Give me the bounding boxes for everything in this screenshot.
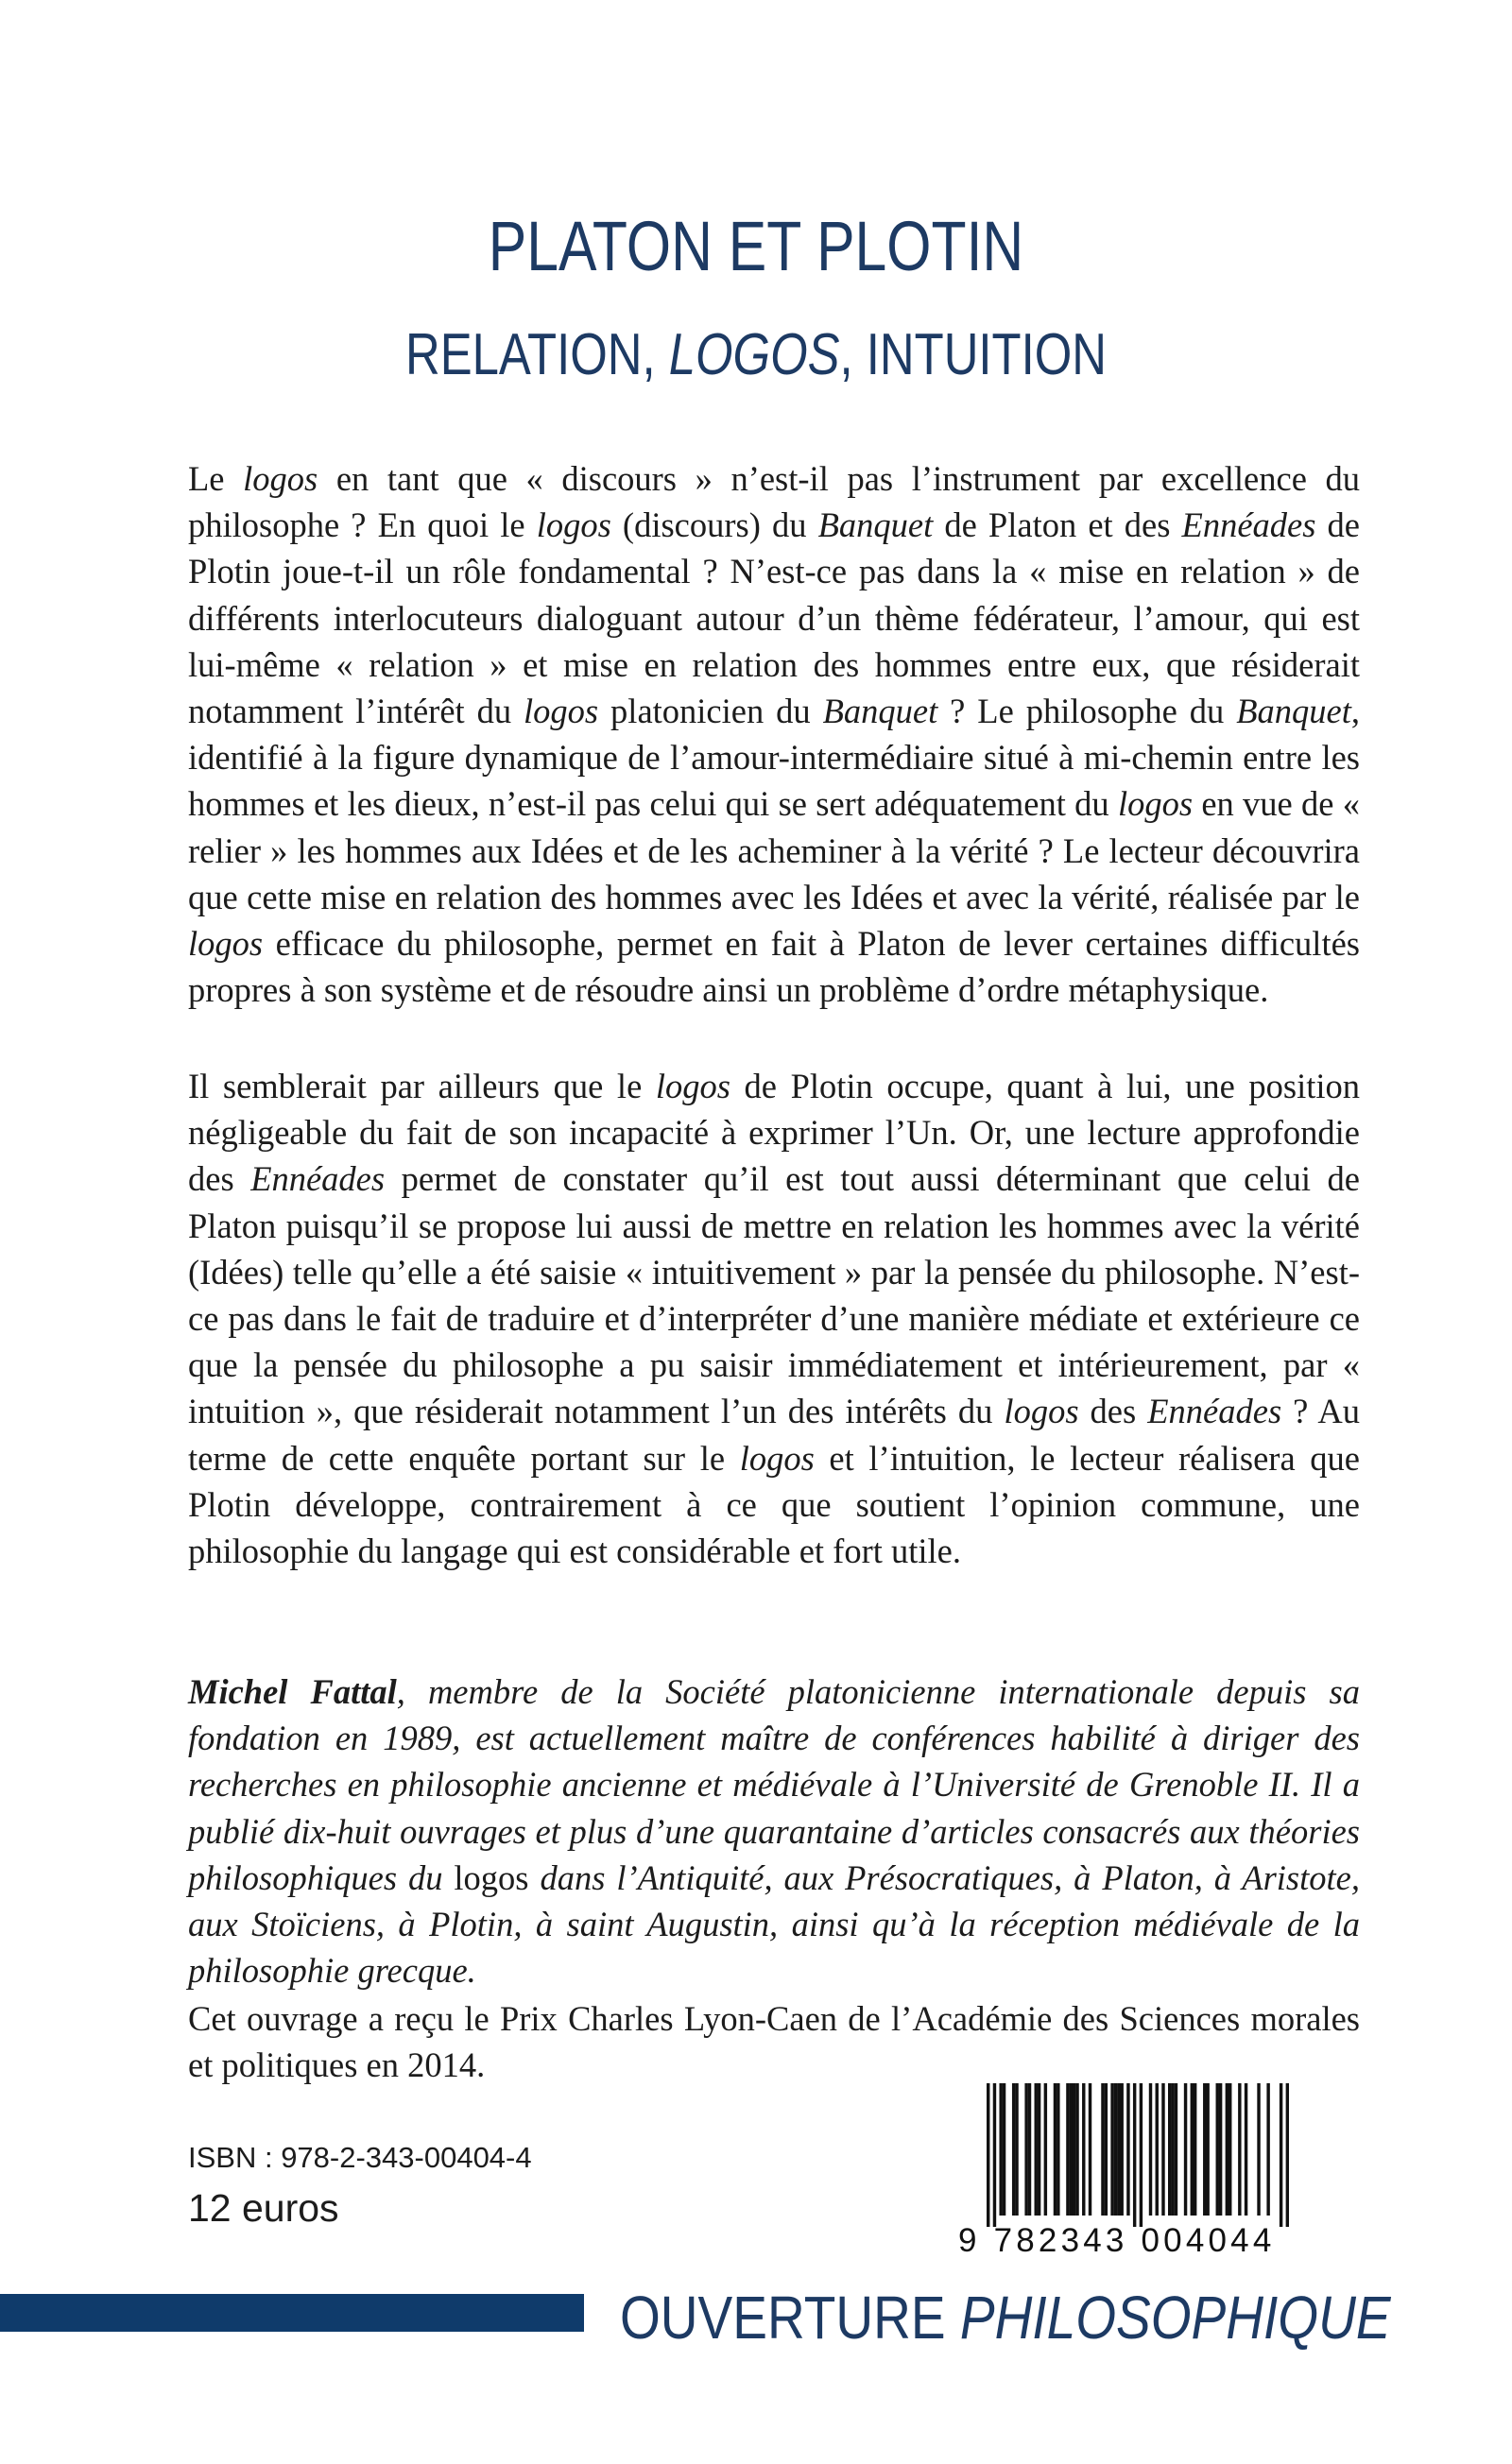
barcode-bar [1038, 2083, 1040, 2216]
text-run: (discours) du [610, 505, 818, 545]
barcode-bar [1286, 2083, 1289, 2227]
italic-run: logos [243, 459, 318, 498]
text-run: Il semblerait par ailleurs que le [188, 1067, 656, 1105]
text-run: platonicien du [598, 692, 823, 731]
barcode-bar [1175, 2083, 1177, 2216]
text-run: en tant que « discours » n’est-il pas l’instrument par excellence du philosophe ? En quoi le [188, 459, 1361, 545]
text-run: , membre de la Société platonicienne internationale depuis sa fondation en 1989, est actuellement maître de conférences habilité à diriger des recherches en philosophie ancienne et médiévale à l’Université de Grenoble II. Il a publié dix-huit ouvrages et plus d’une quarantaine d’articles consacrés aux théories philosophiques du [188, 1672, 1360, 1897]
barcode-bar [1156, 2083, 1159, 2216]
text-run: permet de constater qu’il est tout aussi déterminant que celui de Platon puisqu’il se propose lui aussi de mettre en relation les hommes avec la vérité (Idées) telle qu’elle a été saisie « intuitivement » par la pensée du philosophe. N’est-ce pas dans le fait de traduire et d’interpréter d’une manière médiate et extérieure ce que la pensée du philosophe a pu saisir immédiatement et intérieurement, par « intuition », que résiderait notamment l’un des intérêts du [188, 1159, 1361, 1431]
barcode-bar [1226, 2083, 1228, 2216]
barcode-bar [1082, 2083, 1085, 2216]
italic-run: logos [739, 1438, 815, 1478]
barcode-bar [1015, 2083, 1018, 2216]
italic-run: Ennéades [250, 1159, 386, 1199]
italic-run: Banquet [817, 505, 934, 545]
author-biography [188, 1668, 1360, 1993]
barcode-bar [1238, 2083, 1241, 2216]
italic-run: Banquet [822, 692, 938, 731]
italic-run: Ennéades [1147, 1392, 1282, 1431]
upright-run: logos [454, 1857, 529, 1897]
summary-paragraph-2 [188, 1063, 1360, 1574]
series-title-part2: PHILOSOPHIQUE [959, 2284, 1391, 2352]
barcode-bar [999, 2083, 1002, 2216]
barcode-bar [1073, 2083, 1075, 2216]
italic-run: logos [655, 1067, 730, 1105]
barcode-bar [1066, 2083, 1069, 2216]
barcode-bar [987, 2083, 989, 2227]
barcode-bar [1114, 2083, 1117, 2216]
text-run: de Platon et des [933, 505, 1182, 545]
barcode-bar [1216, 2083, 1219, 2216]
barcode-bar [1057, 2083, 1059, 2216]
barcode-bar [1191, 2083, 1194, 2216]
barcode-bar [1133, 2083, 1136, 2227]
barcode-bar [1070, 2083, 1073, 2216]
barcode [958, 2083, 1285, 2259]
barcode-bar [1168, 2083, 1171, 2216]
barcode-bar [1171, 2083, 1174, 2216]
barcode-bar [1184, 2083, 1187, 2216]
text-run: Le [188, 459, 244, 498]
author-name: Michel Fattal [188, 1672, 397, 1711]
barcode-bar [1194, 2083, 1196, 2216]
book-title: PLATON ET PLOTIN [488, 207, 1024, 285]
subtitle-part1: RELATION, [405, 322, 669, 387]
text-run: ? Le philosophe du [937, 692, 1237, 731]
barcode-bar [1089, 2083, 1091, 2216]
barcode-bar [1117, 2083, 1120, 2216]
text-run: et l’intuition, le lecteur réalisera que Plotin développe, contrairement à ce que soutient l’opinion commune, une philosophie du langage qui est considérable et fort utile. [188, 1438, 1360, 1571]
barcode-bar [1219, 2083, 1222, 2216]
italic-run: Ennéades [1181, 505, 1316, 545]
subtitle-part2: , INTUITION [839, 322, 1107, 387]
barcode-bar [1035, 2083, 1038, 2216]
barcode-bar [1028, 2083, 1031, 2216]
award-note [188, 1995, 1360, 2088]
isbn: ISBN : 978-2-343-00404-4 [188, 2141, 532, 2174]
italic-run: logos [188, 924, 264, 964]
barcode-bar [1024, 2083, 1027, 2216]
series-title [620, 2283, 1391, 2353]
barcode-bar [1003, 2083, 1005, 2216]
barcode-bar [1203, 2083, 1206, 2216]
barcode-bar [1245, 2083, 1247, 2216]
barcode-bar [1105, 2083, 1108, 2216]
text-run: ? Au terme de cette enquête portant sur le [188, 1392, 1361, 1478]
text-run: en vue de « relier » les hommes aux Idées et de les acheminer à la vérité ? Le lecteur découvrira que cette mise en relation des hommes avec les Idées et avec la vérité, réalisée par le [188, 784, 1360, 916]
barcode-bar [1054, 2083, 1057, 2216]
barcode-bar [1161, 2083, 1164, 2216]
barcode-bar [1126, 2083, 1129, 2216]
barcode-bar [1101, 2083, 1104, 2216]
series-title-part1: OUVERTURE [620, 2284, 960, 2352]
barcode-bar [1012, 2083, 1015, 2216]
italic-run: logos [1004, 1392, 1079, 1431]
barcode-bar [1120, 2083, 1123, 2216]
barcode-bar [1044, 2083, 1047, 2216]
book-subtitle [136, 321, 1376, 388]
italic-run: logos [536, 505, 611, 545]
barcode-bar [1257, 2083, 1260, 2216]
text-run: de Plotin occupe, quant à lui, une position négligeable du fait de son incapacité à exprimer l’Un. Or, une lecture approfondie des [188, 1067, 1360, 1199]
text-run: des [1078, 1392, 1148, 1431]
italic-run: logos [524, 692, 599, 731]
barcode-bar [1075, 2083, 1078, 2216]
series-color-bar [0, 2294, 584, 2332]
barcode-digits: 9 782343 004044 [958, 2222, 1276, 2259]
italic-run: Banquet [1236, 692, 1351, 731]
text-run: Cet ouvrage a reçu le Prix Charles Lyon-Caen de l’Académie des Sciences morales et politiques en 2014. [188, 1999, 1360, 2085]
barcode-bar [1228, 2083, 1231, 2216]
barcode-bar [1206, 2083, 1209, 2216]
barcode-bar [1110, 2083, 1113, 2216]
text-run: dans l’Antiquité, aux Présocratiques, à Platon, à Aristote, aux Stoïciens, à Plotin, à saint Augustin, ainsi qu’à la réception médiévale de la philosophie grecque. [188, 1857, 1360, 1991]
price: 12 euros [188, 2186, 339, 2230]
text-run: efficace du philosophe, permet en fait à Platon de lever certaines difficultés propres à son système et de résoudre ainsi un problème d’ordre métaphysique. [188, 924, 1360, 1010]
text-run: , identifié à la figure dynamique de l’amour-intermédiaire situé à mi-chemin entre les hommes et les dieux, n’est-il pas celui qui se sert adéquatement du [188, 692, 1360, 824]
barcode-bar [1280, 2083, 1282, 2227]
barcode-bar [993, 2083, 996, 2227]
text-run: de Plotin joue-t-il un rôle fondamental ? N’est-ce pas dans la « mise en relation » de différents interlocuteurs dialoguant autour d’un thème fédérateur, l’amour, qui est lui-même « relation » et mise en relation des hommes entre eux, que résiderait notamment l’intérêt du [188, 505, 1361, 731]
italic-run: logos [1117, 784, 1194, 824]
summary-paragraph-1 [188, 455, 1360, 1013]
barcode-bars [987, 2083, 1289, 2227]
barcode-bar [1149, 2083, 1152, 2216]
subtitle-italic: LOGOS [668, 322, 840, 387]
barcode-bar [1266, 2083, 1269, 2216]
barcode-bar [1140, 2083, 1143, 2227]
